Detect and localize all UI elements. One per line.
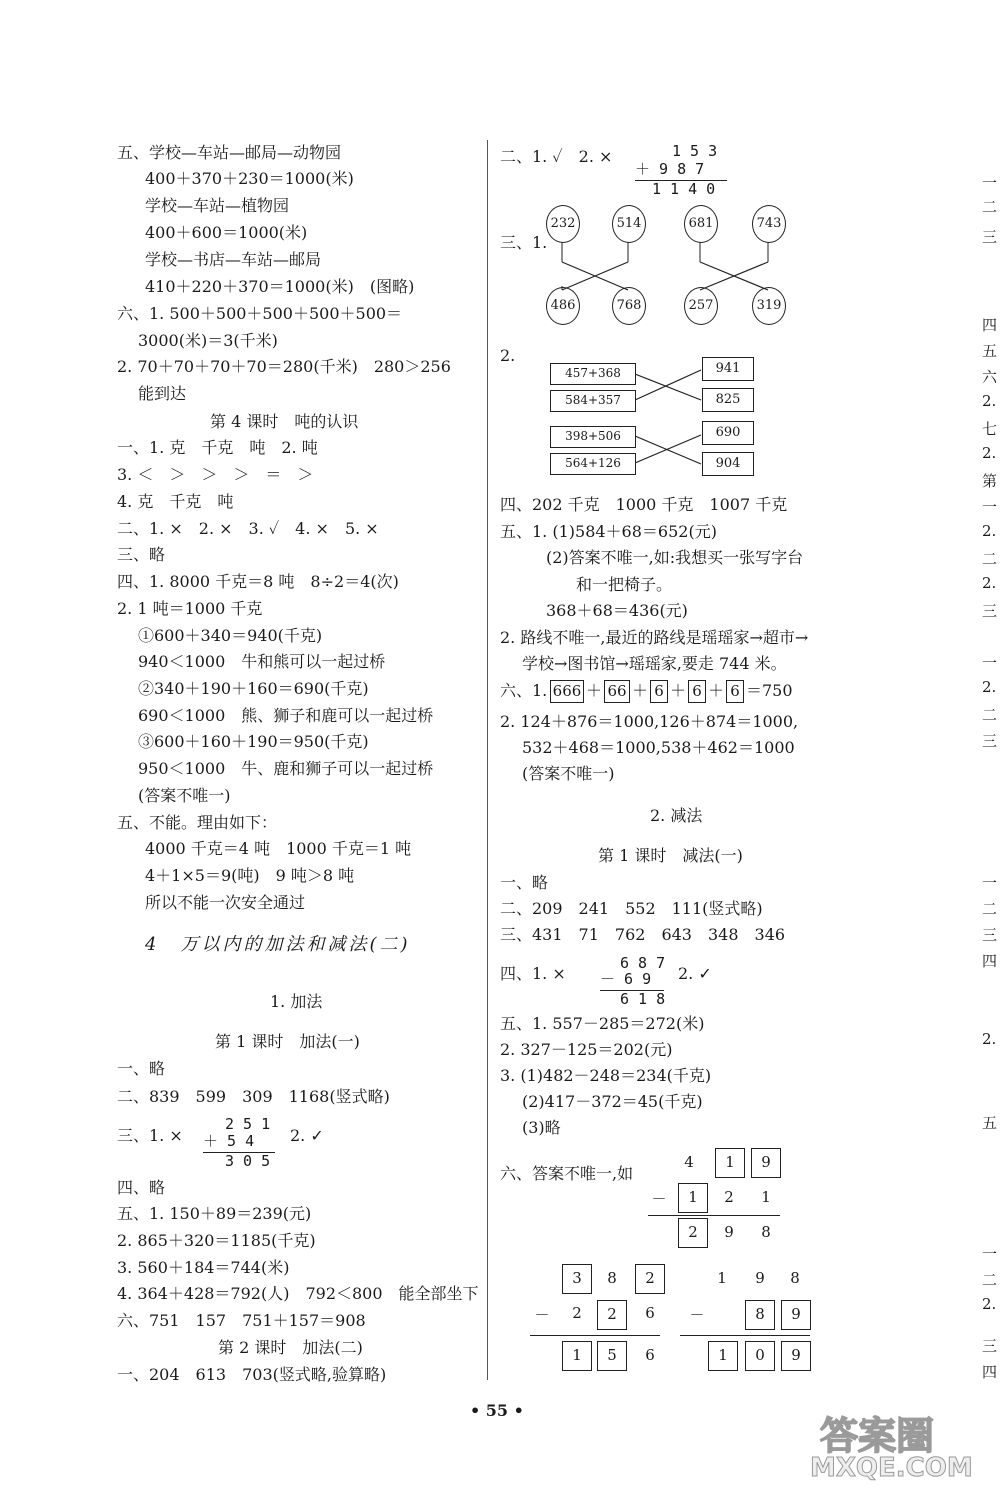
- plus-sign: ＋: [708, 681, 725, 700]
- text-line: 2. 124＋876＝1000,126＋874＝1000,: [500, 712, 799, 731]
- text-line: ①600＋340＝940(千克): [138, 626, 323, 645]
- text-line: 五、不能。理由如下：: [117, 813, 278, 832]
- text-line: 一、略: [500, 873, 549, 892]
- digit: 8: [607, 1269, 617, 1287]
- edge-char: 2.: [982, 392, 997, 410]
- edge-char: 六: [982, 368, 998, 386]
- text-line: 四、202 千克 1000 千克 1007 千克: [500, 495, 788, 514]
- vertical-row: ＋ 9 8 7: [635, 160, 705, 178]
- vertical-row: 3 0 5: [225, 1152, 271, 1170]
- edge-char: 二: [982, 550, 998, 568]
- difference-line: [680, 1335, 810, 1336]
- text-line: 六、751 157 751＋157＝908: [117, 1311, 366, 1330]
- digit-box: 2: [678, 1218, 708, 1248]
- edge-char: 2.: [982, 522, 997, 540]
- text-line: 一、204 613 703(竖式略,验算略): [117, 1365, 387, 1384]
- text-line: 学校—书店—车站—邮局: [145, 250, 322, 269]
- edge-char: 四: [982, 1363, 998, 1381]
- vertical-row: 1 1 4 0: [652, 180, 716, 198]
- number-box: 6: [688, 680, 706, 703]
- text-line: 2. 327－125＝202(元): [500, 1040, 673, 1059]
- site-logo: [780, 1405, 990, 1485]
- text-line: 3. (1)482－248＝234(千克): [500, 1066, 712, 1085]
- text-line: 五、学校—车站—邮局—动物园: [117, 143, 342, 162]
- digit-box: 3: [562, 1264, 592, 1294]
- edge-char: 第: [982, 472, 998, 490]
- digit: 1: [761, 1188, 771, 1206]
- balloon-bottom: 319: [752, 287, 786, 325]
- text-line: (2)417－372＝45(千克): [522, 1092, 703, 1111]
- lesson-heading: 第 1 课时 减法(一): [598, 846, 743, 865]
- text-line: 3. ＜ ＞ ＞ ＞ ＝ ＞: [117, 465, 314, 484]
- text-line: 一、1. 克 千克 吨 2. 吨: [117, 438, 318, 457]
- expression-ribbon: 457+368: [550, 363, 636, 385]
- text-line: 四、1. ×: [500, 964, 566, 983]
- edge-char: 一: [982, 654, 998, 672]
- digit: 8: [761, 1223, 771, 1241]
- text-line: 4＋1×5＝9(吨) 9 吨＞8 吨: [145, 866, 355, 885]
- text-line: (答案不唯一): [522, 764, 615, 783]
- text-line: ③600＋160＋190＝950(千克): [138, 732, 369, 751]
- digit-box: 8: [745, 1300, 775, 1330]
- result-box: 825: [702, 388, 754, 412]
- text-line: 六、1.: [500, 681, 548, 700]
- section-title: 1. 加法: [270, 992, 323, 1011]
- text-line: 四、1. 8000 千克＝8 吨 8÷2＝4(次): [117, 572, 399, 591]
- edge-char: 2.: [982, 1295, 997, 1313]
- text-line: 五、1. 150＋89＝239(元): [117, 1204, 312, 1223]
- edge-char: 三: [982, 926, 998, 944]
- text-line: 690＜1000 熊、狮子和鹿可以一起过桥: [138, 706, 434, 725]
- text-line: 2. 路线不唯一,最近的路线是瑶瑶家→超市→: [500, 628, 809, 647]
- text-line: (答案不唯一): [138, 786, 231, 805]
- ribbon-lines: [635, 360, 705, 480]
- text-line: 六、答案不唯一,如: [500, 1164, 634, 1183]
- minus-sign: －: [689, 1306, 705, 1324]
- edge-char: 三: [982, 1337, 998, 1355]
- text-line: 400＋600＝1000(米): [145, 223, 308, 242]
- edge-char: 二: [982, 1271, 998, 1289]
- edge-char: 一: [982, 874, 998, 892]
- plus-sign: ＋: [586, 681, 603, 700]
- text-line: 2. ✓: [290, 1126, 324, 1145]
- number-box: 666: [550, 680, 584, 703]
- digit-box: 1: [715, 1148, 745, 1178]
- text-line: 3000(米)＝3(千米): [138, 331, 278, 350]
- digit-box: 2: [597, 1300, 627, 1330]
- text-line: 能到达: [138, 384, 187, 403]
- digit-box: 5: [597, 1341, 627, 1371]
- text-line: 二、1. ✓ 2. ×: [500, 147, 613, 166]
- edge-char: 一: [982, 1245, 998, 1263]
- text-line: 二、839 599 309 1168(竖式略): [117, 1087, 390, 1106]
- digit-box: 9: [751, 1148, 781, 1178]
- text-line: 2. 865＋320＝1185(千克): [117, 1231, 316, 1250]
- edge-char: 二: [982, 900, 998, 918]
- expression-ribbon: 564+126: [550, 453, 636, 475]
- result-box: 690: [702, 421, 754, 445]
- text-line: 368＋68＝436(元): [546, 601, 688, 620]
- expression-ribbon: 584+357: [550, 390, 636, 412]
- balloon-bottom: 486: [546, 287, 580, 325]
- text-line: 三、1.: [500, 233, 548, 252]
- difference-line: [648, 1215, 780, 1216]
- edge-char: 四: [982, 316, 998, 334]
- text-line: 400＋370＋230＝1000(米): [145, 169, 354, 188]
- text-line: 三、1. ×: [117, 1126, 183, 1145]
- edge-char: 2.: [982, 678, 997, 696]
- expression-ribbon: 398+506: [550, 426, 636, 448]
- digit: 1: [717, 1269, 727, 1287]
- digit: 6: [645, 1304, 655, 1322]
- number-box: 6: [650, 680, 668, 703]
- edge-char: 五: [982, 342, 998, 360]
- equation-result: ＝750: [746, 681, 793, 700]
- edge-char: 三: [982, 732, 998, 750]
- logo-url: MXQE.COM: [810, 1453, 973, 1483]
- vertical-row: － 6 9: [600, 970, 652, 988]
- lesson-heading: 第 2 课时 加法(二): [218, 1338, 363, 1357]
- balloon-top: 514: [612, 205, 646, 243]
- edge-char: 二: [982, 706, 998, 724]
- digit-box: 1: [708, 1341, 738, 1371]
- result-box: 904: [702, 452, 754, 476]
- vertical-row: 6 8 7: [620, 954, 666, 972]
- section-title: 2. 减法: [650, 806, 703, 825]
- digit-box: 0: [745, 1341, 775, 1371]
- text-line: 和一把椅子。: [576, 575, 673, 594]
- balloon-top: 681: [684, 205, 718, 243]
- digit: 2: [572, 1304, 582, 1322]
- text-line: 五、1. (1)584＋68＝652(元): [500, 522, 717, 541]
- digit: 6: [645, 1346, 655, 1364]
- text-line: 2.: [500, 346, 516, 365]
- edge-char: 三: [982, 602, 998, 620]
- text-line: 532＋468＝1000,538＋462＝1000: [522, 738, 795, 757]
- balloon-top: 232: [546, 205, 580, 243]
- edge-char: 一: [982, 174, 998, 192]
- balloon-top: 743: [752, 205, 786, 243]
- edge-char: 2.: [982, 574, 997, 592]
- digit: 4: [684, 1153, 694, 1171]
- edge-char: 一: [982, 498, 998, 516]
- plus-sign: ＋: [632, 681, 649, 700]
- text-line: 六、1. 500＋500＋500＋500＋500＝: [117, 304, 403, 323]
- vertical-row: 1 5 3: [672, 142, 718, 160]
- text-line: 三、431 71 762 643 348 346: [500, 925, 786, 944]
- text-line: 2. ✓: [678, 964, 712, 983]
- lesson-heading: 第 1 课时 加法(一): [215, 1032, 360, 1051]
- text-line: 940＜1000 牛和熊可以一起过桥: [138, 652, 386, 671]
- edge-char: 四: [982, 952, 998, 970]
- lesson-heading: 第 4 课时 吨的认识: [210, 412, 359, 431]
- text-line: 学校—车站—植物园: [145, 196, 290, 215]
- text-line: 3. 560＋184＝744(米): [117, 1258, 290, 1277]
- text-line: 4000 千克＝4 吨 1000 千克＝1 吨: [145, 839, 412, 858]
- balloon-bottom: 257: [684, 287, 718, 325]
- digit: 9: [755, 1269, 765, 1287]
- difference-line: [530, 1335, 660, 1336]
- edge-char: 七: [982, 420, 998, 438]
- text-line: 4. 克 千克 吨: [117, 492, 234, 511]
- text-line: ②340＋190＋160＝690(千克): [138, 679, 369, 698]
- edge-char: 2.: [982, 1030, 997, 1048]
- digit: 2: [724, 1188, 734, 1206]
- balloon-bottom: 768: [612, 287, 646, 325]
- text-line: 二、209 241 552 111(竖式略): [500, 899, 763, 918]
- number-box: 6: [726, 680, 744, 703]
- text-line: (2)答案不唯一,如:我想买一张写字台: [546, 548, 804, 567]
- minus-sign: －: [651, 1190, 667, 1208]
- result-box: 941: [702, 357, 754, 381]
- digit-box: 9: [781, 1341, 811, 1371]
- vertical-row: ＋ 5 4: [203, 1132, 255, 1150]
- chapter-title: 4 万以内的加法和减法(二): [145, 934, 411, 955]
- edge-char: 二: [982, 198, 998, 216]
- text-line: 2. 70＋70＋70＋70＝280(千米) 280＞256: [117, 357, 451, 376]
- text-line: 学校→图书馆→瑶瑶家,要走 744 米。: [522, 654, 787, 673]
- text-line: 410＋220＋370＝1000(米) (图略): [145, 277, 415, 296]
- text-line: 五、1. 557－285＝272(米): [500, 1014, 705, 1033]
- digit-box: 1: [678, 1183, 708, 1213]
- minus-sign: －: [534, 1306, 550, 1324]
- text-line: (3)略: [522, 1118, 561, 1137]
- digit: 9: [724, 1223, 734, 1241]
- edge-char: 五: [982, 1114, 998, 1132]
- text-line: 4. 364＋428＝792(人) 792＜800 能全部坐下: [117, 1284, 479, 1303]
- edge-char: 三: [982, 228, 998, 246]
- text-line: 所以不能一次安全通过: [145, 893, 306, 912]
- text-line: 950＜1000 牛、鹿和狮子可以一起过桥: [138, 759, 434, 778]
- vertical-row: 2 5 1: [225, 1115, 271, 1133]
- digit-box: 9: [781, 1300, 811, 1330]
- column-divider: [487, 140, 488, 1380]
- text-line: 一、略: [117, 1059, 166, 1078]
- text-line: 二、1. × 2. × 3. ✓ 4. × 5. ×: [117, 519, 379, 538]
- digit-box: 2: [635, 1264, 665, 1294]
- plus-sign: ＋: [670, 681, 687, 700]
- vertical-row: 6 1 8: [620, 990, 666, 1008]
- page-number: • 55 •: [470, 1401, 524, 1420]
- text-line: 四、略: [117, 1178, 166, 1197]
- number-box: 66: [604, 680, 630, 703]
- text-line: 2. 1 吨＝1000 千克: [117, 599, 263, 618]
- digit: 8: [790, 1269, 800, 1287]
- logo-title: 答案圈: [820, 1414, 935, 1458]
- text-line: 三、略: [117, 545, 166, 564]
- digit-box: 1: [562, 1341, 592, 1371]
- edge-char: 2.: [982, 444, 997, 462]
